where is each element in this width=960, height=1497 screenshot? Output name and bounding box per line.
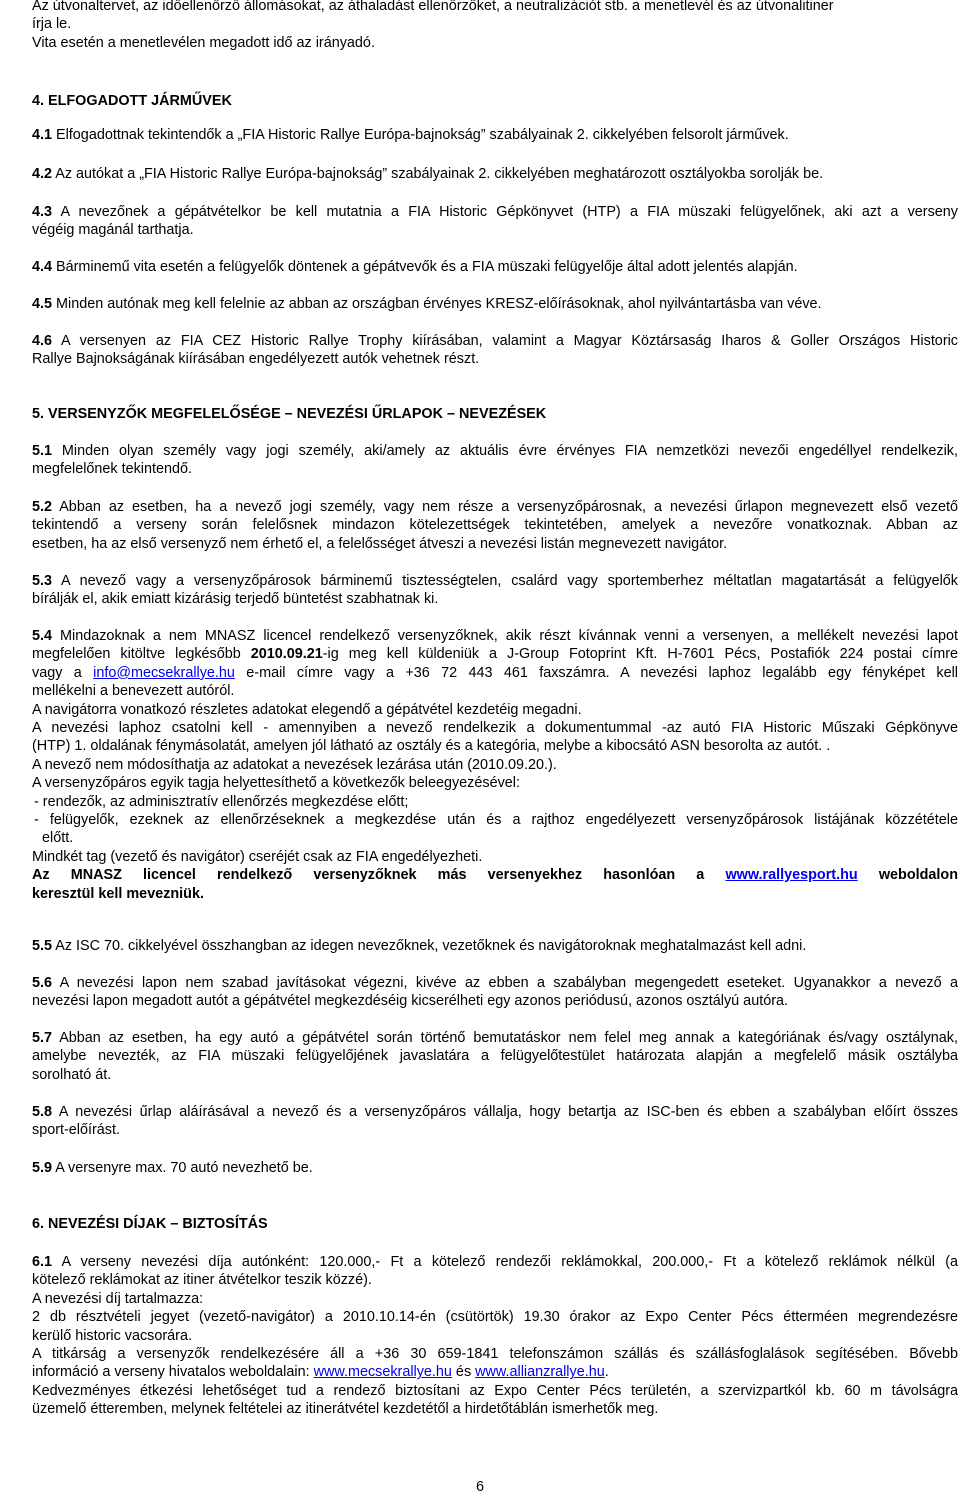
paragraph-number: 4.3 (32, 204, 53, 220)
paragraph-text: A nevezési laphoz csatolni kell - amennyiben a nevező rendelkezik a dokumentummal -az autó FIA Historic Műszaki Gépkönyve (32, 720, 958, 737)
paragraph-number: 5.2 (32, 499, 53, 515)
paragraph-text: Abban az esetben, ha a nevező jogi személy, vagy nem része a versenyzőpárosnak, a nevezési űrlapon megnevezett első vezető (52, 499, 958, 515)
intro-paragraph (32, 0, 958, 52)
paragraph-text: Az autókat a „FIA Historic Rallye Európa-bajnokság” szabályainak 2. cikkelyében meghatározott osztályokba sorolják be. (52, 166, 824, 182)
section-6-heading: 6. NEVEZÉSI DÍJAK – BIZTOSÍTÁS (32, 1216, 268, 1232)
paragraph-text: bírálják el, akik emiatt kizárásig terjedő büntetést szabhatnak ki. (32, 591, 439, 608)
paragraph-4-4 (32, 258, 958, 276)
paragraph-number: 5.5 (32, 938, 53, 954)
rallyesport-link[interactable]: www.rallyesport.hu (725, 867, 858, 884)
section-4-heading: 4. ELFOGADOTT JÁRMŰVEK (32, 93, 232, 109)
paragraph-text: Rallye Bajnokságának kiírásában engedélyezett autók vehetnek részt. (32, 351, 480, 368)
paragraph-text: üzemelő étteremben, melynek feltételei az itinerátvétel kezdetétől a hirdetőtáblán ismerhetők meg. (32, 1401, 659, 1418)
paragraph-5-7 (32, 1029, 958, 1084)
paragraph-text: információ a verseny hivatalos weboldalain: (32, 1364, 314, 1381)
paragraph-text: tekintendő a verseny során felelősnek mindazon kötelezettségek tekintetében, amelyek a nevezőre vonatkoznak. Abban az (32, 517, 958, 534)
paragraph-text: mellékelni a benevezett autóról. (32, 683, 235, 700)
paragraph-number: 5.4 (32, 628, 53, 644)
paragraph-text: -ig meg kell küldeniük a J-Group Fotoprint Kft. H-7601 Pécs, Postafiók 224 postai címre (322, 646, 958, 663)
paragraph-text: végéig magánál tarthatja. (32, 222, 194, 239)
paragraph-5-2 (32, 498, 958, 553)
paragraph-text: A titkárság a versenyzők rendelkezésére áll a +36 30 659-1841 telefonszámon szállás és szállásfoglalások segítésében. Bővebb (32, 1346, 958, 1363)
paragraph-number: 5.9 (32, 1160, 53, 1176)
paragraph-text: Kedvezményes étkezési lehetőséget tud a rendező biztosítani az Expo Center Pécs területén, a szervizpartkól kb. 60 m távolságra (32, 1382, 958, 1399)
paragraph-text: vagy a (32, 664, 94, 681)
paragraph-text: megfelelőnek tekintendő. (32, 461, 193, 478)
paragraph-text: megfelelően kitöltve legkésőbb (32, 646, 251, 663)
paragraph-text: A versenyzőpáros egyik tagja helyettesíthető a következők beleegyezésével: (32, 775, 520, 792)
paragraph-text: A nevezési díj tartalmazza: (32, 1290, 204, 1307)
list-item: - rendezők, az adminisztratív ellenőrzés megkezdése előtt; (34, 793, 409, 810)
paragraph-text: Bárminemű vita esetén a felügyelők döntenek a gépátvevők és a FIA müszaki felügyelője által adott jelentés alapján. (52, 259, 798, 275)
paragraph-number: 6.1 (32, 1254, 53, 1270)
paragraph-number: 4.6 (32, 333, 53, 349)
paragraph-text: Elfogadottnak tekintendők a „FIA Historic Rallye Európa-bajnokság” szabályainak 2. cikkelyében felsorolt járművek. (52, 127, 789, 143)
paragraph-text: A verseny nevezési díja autónként: 120.000,- Ft a kötelező rendezői reklámokkal, 200.000,- Ft a kötelező reklámok nélkül (a (52, 1254, 958, 1270)
paragraph-number: 5.8 (32, 1104, 53, 1120)
paragraph-text: A versenyre max. 70 autó nevezhető be. (52, 1160, 313, 1176)
paragraph-text: Mindkét tag (vezető és navigátor) cseréjét csak az FIA engedélyezheti. (32, 848, 483, 865)
paragraph-text: Az ISC 70. cikkelyével összhangban az idegen nevezőknek, vezetőknek és navigátoroknak meghatalmazást kell adni. (52, 938, 807, 954)
text-line: Vita esetén a menetlevélen megadott idő az irányadó. (32, 34, 375, 51)
paragraph-text: A nevező vagy a versenyzőpárosok bárminemű tisztességtelen, csalárd vagy sportemberhez méltatlan magatartását a felügyelők (52, 573, 958, 589)
paragraph-number: 5.1 (32, 443, 53, 459)
paragraph-text: és (451, 1364, 476, 1381)
paragraph-4-1 (32, 126, 958, 144)
paragraph-4-3 (32, 203, 958, 240)
paragraph-text: A navigátorra vonatkozó részletes adatokat elegendő a gépátvétel kezdetéig megadni. (32, 701, 582, 718)
mecsekrallye-link[interactable]: www.mecsekrallye.hu (313, 1364, 452, 1381)
paragraph-text: esetben, ha az első versenyző nem érhető el, a felelősséget átveszi a nevezési listán megnevezett navigátor. (32, 535, 728, 552)
paragraph-text: 2 db résztvételi jegyet (vezető-navigátor) a 2010.10.14-én (csütörtök) 19.30 órakor az Expo Center Pécs étterméen megrendezésre (32, 1309, 958, 1326)
list-item-continuation: előtt. (42, 830, 74, 847)
paragraph-4-5 (32, 295, 958, 313)
paragraph-text: A nevezési lapon nem szabad javításokat végezni, kivéve az ebben a szabályban megengedett eseteket. Ugyanakkor a nevező a (52, 975, 958, 991)
paragraph-5-5 (32, 937, 958, 955)
paragraph-number: 4.4 (32, 259, 53, 275)
paragraph-5-1 (32, 442, 958, 479)
paragraph-text: Minden olyan személy vagy jogi személy, aki/amely az aktuális évre érvényes FIA nemzetközi nevezői engedéllyel rendelkezik, (52, 443, 958, 459)
paragraph-number: 5.3 (32, 573, 53, 589)
paragraph-text: Abban az esetben, ha egy autó a gépátvétel során történő bemutatáskor nem felel meg annak a kategóriának és/vagy osztálynak, (52, 1030, 958, 1046)
paragraph-6-1 (32, 1253, 958, 1419)
email-link[interactable]: info@mecsekrallye.hu (93, 664, 235, 681)
paragraph-number: 4.1 (32, 127, 53, 143)
paragraph-text: Mindazoknak a nem MNASZ licencel rendelkező versenyzőknek, akik részt kívánnak venni a versenyen, a mellékelt nevezési lapot (52, 628, 958, 644)
paragraph-text: A nevező nem módosíthatja az adatokat a nevezések lezárása után (2010.09.20.). (32, 756, 557, 773)
section-5-heading: 5. VERSENYZŐK MEGFELELŐSÉGE – NEVEZÉSI ŰRLAPOK – NEVEZÉSEK (32, 406, 547, 422)
paragraph-number: 5.7 (32, 1030, 53, 1046)
paragraph-text: (HTP) 1. oldalának fénymásolatát, amelyen jól látható az osztály és a kategória, melybe a kibocsátó ASN besorolta az autót. . (32, 738, 831, 755)
paragraph-text: sorolható át. (32, 1066, 112, 1083)
paragraph-text: sport-előírást. (32, 1122, 120, 1139)
paragraph-text: A versenyen az FIA CEZ Historic Rallye Trophy kiírásában, valamint a Magyar Köztársaság Iharos & Goller Országos Historic (52, 333, 958, 349)
paragraph-5-4 (32, 627, 958, 903)
paragraph-number: 5.6 (32, 975, 53, 991)
paragraph-text: . (604, 1364, 609, 1381)
paragraph-text: kötelező reklámokat az itiner átvételkor teszik közzé). (32, 1272, 372, 1289)
paragraph-text: A nevezőnek a gépátvételkor be kell mutatnia a FIA Historic Gépkönyvet (HTP) a FIA müszaki felügyelőnek, aki azt a verseny (52, 204, 958, 220)
paragraph-text: Az MNASZ licencel rendelkező versenyzőknek más versenyekhez hasonlóan a (32, 867, 726, 884)
text-line: Az útvonaltervet, az időellenőrző állomásokat, az áthaladást ellenőrzőket, a neutralizációt stb. a menetlevél és az útvonalitiner (32, 0, 834, 14)
allianzrallye-link[interactable]: www.allianzrallye.hu (475, 1364, 605, 1381)
paragraph-text: nevezési lapon megadott autót a gépátvétel megkezdéséig kicserélheti egy azonos periódusú, azonos osztályú autóra. (32, 993, 788, 1010)
deadline-date: 2010.09.21 (250, 646, 323, 663)
paragraph-number: 4.5 (32, 296, 53, 312)
paragraph-4-2 (32, 165, 958, 183)
paragraph-4-6 (32, 332, 958, 369)
paragraph-number: 4.2 (32, 166, 53, 182)
paragraph-text: e-mail címre vagy a +36 72 443 461 faxszámra. A nevezési laphoz legalább egy fényképet kell (234, 664, 958, 681)
page-number: 6 (475, 1479, 484, 1495)
paragraph-5-6 (32, 974, 958, 1011)
paragraph-text: weboldalon (857, 867, 958, 884)
paragraph-text: amelybe nevezték, az FIA müszaki felügyelőjének javaslatára a felügyelőtestület határozata alapján a megfelelő másik osztályba (32, 1048, 958, 1065)
paragraph-text: keresztül kell mevezniük. (32, 885, 204, 902)
paragraph-text: A nevezési űrlap aláírásával a nevező és a versenyzőpáros vállalja, hogy betartja az ISC-ben és ebben a szabályban előírt összes (52, 1104, 958, 1120)
paragraph-text: kerülő historic vacsorára. (32, 1327, 192, 1344)
paragraph-5-3 (32, 572, 958, 609)
text-line: írja le. (32, 16, 72, 33)
paragraph-5-9 (32, 1159, 958, 1177)
paragraph-5-8 (32, 1103, 958, 1140)
list-item: - felügyelők, ezeknek az ellenőrzéseknek a megkezdése után és a rajthoz engedélyezett versenyzőpárosok listájának közzététele (34, 812, 958, 829)
paragraph-text: Minden autónak meg kell felelnie az abban az országban érvényes KRESZ-előírásoknak, ahol nyilvántartásba van véve. (52, 296, 822, 312)
